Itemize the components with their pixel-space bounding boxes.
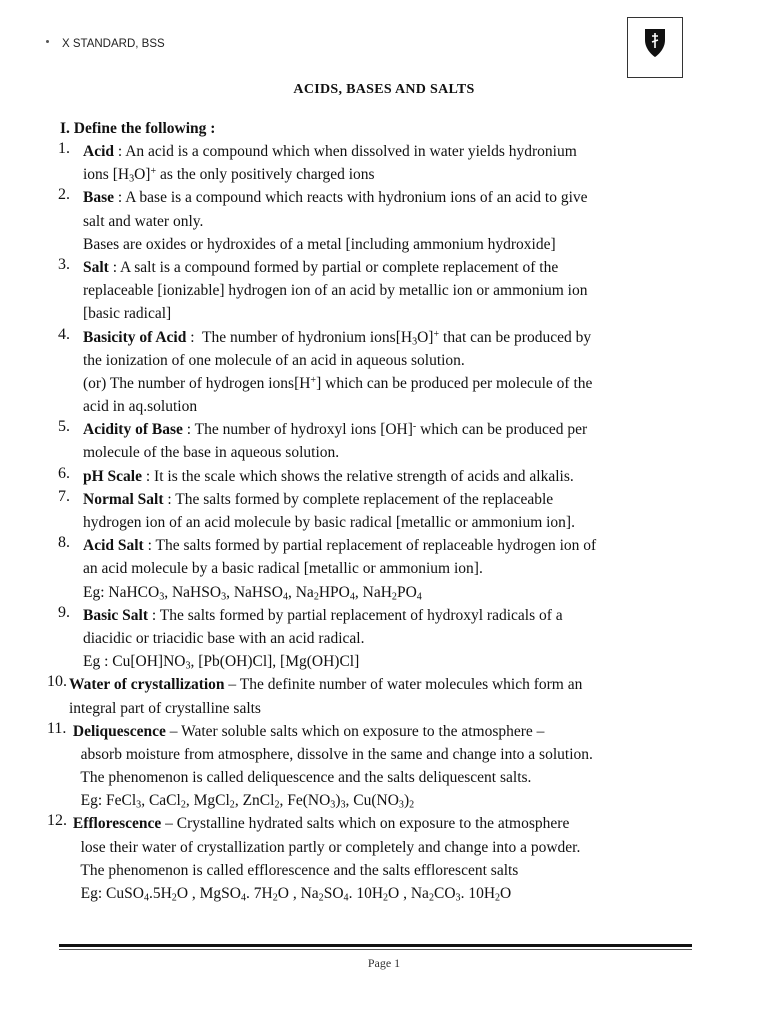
definition-line: [83, 557, 702, 580]
text-segment: 2: [180, 799, 186, 811]
text-segment: O , MgSO: [176, 885, 241, 902]
text-segment: 3: [340, 799, 346, 811]
text-segment: , MgCl: [185, 792, 230, 810]
definition-line: [83, 233, 702, 256]
text-segment: ): [335, 792, 341, 810]
definition-line: [83, 256, 702, 279]
text-segment: 3: [398, 799, 404, 811]
text-segment: 4: [241, 892, 247, 904]
text-segment: 3: [129, 173, 135, 185]
definition-line: [83, 210, 702, 233]
definition-line: [69, 766, 702, 789]
text-segment: +: [310, 374, 317, 386]
footer-rule-thin: [59, 949, 692, 950]
definition-line: [69, 743, 702, 766]
text-segment: ] which can be produced per molecule of the: [316, 374, 593, 392]
item-number: 5.: [58, 418, 70, 436]
text-segment: the ionization of one molecule of an acid in aqueous solution.: [83, 351, 465, 369]
page-title: ACIDS, BASES AND SALTS: [293, 82, 475, 97]
item-number: 1.: [58, 140, 70, 157]
text-segment: Eg: FeCl: [69, 792, 137, 810]
text-segment: The phenomenon is called deliquescence and the salts deliquescent salts.: [69, 769, 532, 787]
text-segment: Bases are oxides or hydroxides of a metal [including ammonium hydroxide]: [83, 235, 556, 253]
text-segment: 4: [282, 591, 288, 603]
definition-line: [69, 789, 702, 812]
definition-line: [69, 812, 702, 835]
definition-line: [83, 395, 702, 418]
shield-icon: [644, 28, 666, 58]
text-segment: 2: [318, 892, 324, 904]
definition-line: [83, 465, 702, 488]
definitions-list: [47, 140, 702, 905]
text-segment: 4: [343, 892, 349, 904]
text-segment: , Cu(NO: [345, 792, 399, 810]
definition-line: [69, 882, 702, 905]
definition-item: [52, 256, 702, 326]
definition-line: [69, 673, 702, 696]
item-number: 8.: [58, 534, 70, 552]
definition-line: [83, 349, 702, 372]
definition-line: [83, 372, 702, 395]
text-segment: : An acid is a compound which when dissolved in water yields hydronium: [114, 143, 577, 160]
definition-item: [52, 604, 702, 674]
text-segment: 2: [428, 892, 434, 904]
text-segment: 3: [221, 591, 227, 603]
text-segment: : A base is a compound which reacts with hydronium ions of an acid to give: [114, 189, 588, 207]
text-segment: ions [H: [83, 166, 130, 184]
text-segment: as the only positively charged ions: [156, 166, 375, 184]
term-label: Efflorescence: [72, 815, 162, 833]
text-segment: , NaH: [354, 583, 392, 601]
definition-line: [83, 186, 702, 209]
text-segment: HPO: [318, 583, 350, 601]
text-segment: . 7H: [246, 885, 273, 902]
text-segment: : A salt is a compound formed by partial or complete replacement of the: [108, 258, 559, 276]
term-label: Deliquescence: [72, 722, 166, 740]
definition-line: [83, 279, 702, 302]
text-segment: Eg : Cu[OH]NO: [83, 653, 186, 671]
text-segment: [basic radical]: [83, 305, 172, 323]
text-segment: .5H: [148, 885, 172, 902]
text-segment: : The number of hydronium ions[H: [186, 328, 413, 346]
definition-item: [52, 488, 702, 534]
definition-item: [47, 719, 702, 813]
text-segment: 2: [274, 799, 280, 811]
text-segment: O]: [417, 328, 434, 346]
text-segment: SO: [323, 885, 344, 902]
text-segment: , ZnCl: [234, 792, 275, 810]
term-label: Acid Salt: [83, 537, 144, 555]
definition-line: [83, 627, 702, 650]
definition-line: [83, 326, 702, 349]
term-label: Basic Salt: [83, 606, 149, 624]
text-segment: : The number of hydroxyl ions [OH]: [182, 421, 413, 439]
definition-line: [83, 650, 702, 673]
text-segment: O , Na: [277, 885, 319, 902]
definition-line: [83, 302, 702, 325]
definition-item: [47, 812, 702, 905]
definition-line: [69, 836, 702, 859]
text-segment: which can be produced per: [416, 421, 588, 439]
definition-line: [83, 441, 702, 464]
text-segment: : It is the scale which shows the relative strength of acids and alkalis.: [142, 467, 574, 485]
text-segment: O: [500, 885, 512, 902]
definition-item: [52, 140, 702, 186]
text-segment: molecule of the base in aqueous solution.: [83, 444, 340, 462]
text-segment: 3: [136, 799, 142, 811]
footer-rule: [59, 944, 692, 947]
text-segment: 3: [159, 591, 165, 603]
text-segment: : The salts formed by partial replacement of hydroxyl radicals of a: [148, 606, 563, 624]
text-segment: 4: [349, 591, 355, 603]
text-segment: an acid molecule by a basic radical [metallic or ammonium ion].: [83, 560, 483, 578]
definition-item: [47, 673, 702, 719]
definition-line: [83, 140, 702, 163]
text-segment: 2: [383, 892, 389, 904]
term-label: Acid: [83, 143, 114, 160]
text-segment: , Fe(NO: [279, 792, 331, 810]
definition-line: [69, 697, 702, 720]
text-segment: 3: [412, 336, 418, 348]
section-heading: I. Define the following :: [60, 120, 216, 137]
text-segment: -: [412, 421, 417, 433]
school-logo: [627, 17, 683, 78]
item-number: 7.: [58, 487, 70, 505]
page-number: Page 1: [367, 956, 401, 970]
text-segment: , Na: [287, 583, 314, 601]
text-segment: – Crystalline hydrated salts which on exposure to the atmosphere: [161, 815, 570, 833]
text-segment: 2: [229, 799, 235, 811]
definition-line: [83, 418, 702, 441]
text-segment: 2: [171, 892, 177, 904]
text-segment: , [Pb(OH)Cl], [Mg(OH)Cl]: [190, 653, 360, 671]
text-segment: . 10H: [460, 885, 496, 902]
standard-label: X STANDARD, BSS: [62, 38, 165, 50]
text-segment: 2: [409, 799, 415, 811]
text-segment: lose their water of crystallization partly or completely and change into a powder.: [69, 838, 581, 856]
text-segment: 3: [185, 660, 191, 672]
definition-item: [52, 534, 702, 604]
text-segment: Eg: NaHCO: [83, 583, 160, 601]
definition-line: [83, 604, 702, 627]
item-number: 12.: [47, 812, 67, 830]
text-segment: +: [433, 328, 440, 340]
text-segment: PO: [396, 583, 417, 601]
definition-line: [83, 488, 702, 511]
text-segment: salt and water only.: [83, 212, 204, 230]
text-segment: : The salts formed by partial replacement of replaceable hydrogen ion of: [143, 537, 597, 555]
item-number: 6.: [58, 464, 70, 482]
text-segment: 2: [313, 591, 319, 603]
text-segment: diacidic or triacidic base with an acid radical.: [83, 629, 365, 647]
term-label: Acidity of Base: [83, 421, 183, 439]
definition-line: [83, 511, 702, 534]
item-number: 10.: [47, 673, 67, 691]
definition-line: [69, 859, 702, 882]
item-number: 4.: [58, 325, 70, 343]
definition-line: [83, 581, 702, 604]
item-number: 2.: [58, 186, 70, 204]
definition-line: [83, 534, 702, 557]
text-segment: that can be produced by: [439, 328, 592, 346]
term-label: pH Scale: [83, 467, 142, 485]
text-segment: acid in aq.solution: [83, 398, 198, 416]
text-segment: , NaHSO: [164, 583, 222, 601]
text-segment: O , Na: [388, 885, 429, 902]
item-number: 3.: [58, 255, 70, 273]
text-segment: Eg: CuSO: [69, 885, 144, 902]
text-segment: : The salts formed by complete replacement of the replaceable: [163, 490, 554, 508]
term-label: Base: [83, 189, 114, 207]
definition-item: [52, 186, 702, 256]
text-segment: 3: [330, 799, 336, 811]
text-segment: , CaCl: [141, 792, 181, 810]
text-segment: hydrogen ion of an acid molecule by basic radical [metallic or ammonium ion].: [83, 514, 575, 531]
bullet-mark: [46, 40, 49, 43]
text-segment: +: [150, 166, 157, 178]
text-segment: . 10H: [348, 885, 384, 902]
text-segment: 2: [272, 892, 278, 904]
definition-item: [52, 326, 702, 419]
definition-line: [69, 720, 702, 743]
text-segment: 2: [495, 892, 501, 904]
text-segment: 3: [455, 892, 461, 904]
text-segment: ): [403, 792, 410, 810]
definition-item: [52, 465, 702, 488]
text-segment: (or) The number of hydrogen ions[H: [83, 374, 311, 392]
text-segment: – The definite number of water molecules which form an: [224, 676, 583, 694]
definition-item: [52, 418, 702, 464]
text-segment: – Water soluble salts which on exposure to the atmosphere –: [165, 722, 545, 740]
term-label: Normal Salt: [83, 490, 164, 508]
text-segment: 2: [391, 591, 397, 603]
text-segment: O]: [134, 166, 151, 184]
text-segment: integral part of crystalline salts: [69, 699, 261, 717]
text-segment: 4: [416, 591, 422, 603]
item-number: 11.: [47, 719, 67, 737]
term-label: Basicity of Acid: [83, 328, 187, 346]
text-segment: The phenomenon is called efflorescence and the salts efflorescent salts: [69, 861, 519, 879]
text-segment: CO: [433, 885, 456, 902]
text-segment: , NaHSO: [226, 583, 283, 601]
definition-line: [83, 163, 702, 186]
term-label: Salt: [83, 258, 109, 276]
item-number: 9.: [58, 603, 70, 621]
text-segment: 4: [143, 892, 149, 904]
text-segment: replaceable [ionizable] hydrogen ion of an acid by metallic ion or ammonium ion: [83, 282, 588, 300]
term-label: Water of crystallization: [69, 676, 225, 694]
text-segment: absorb moisture from atmosphere, dissolve in the same and change into a solution.: [69, 745, 593, 763]
